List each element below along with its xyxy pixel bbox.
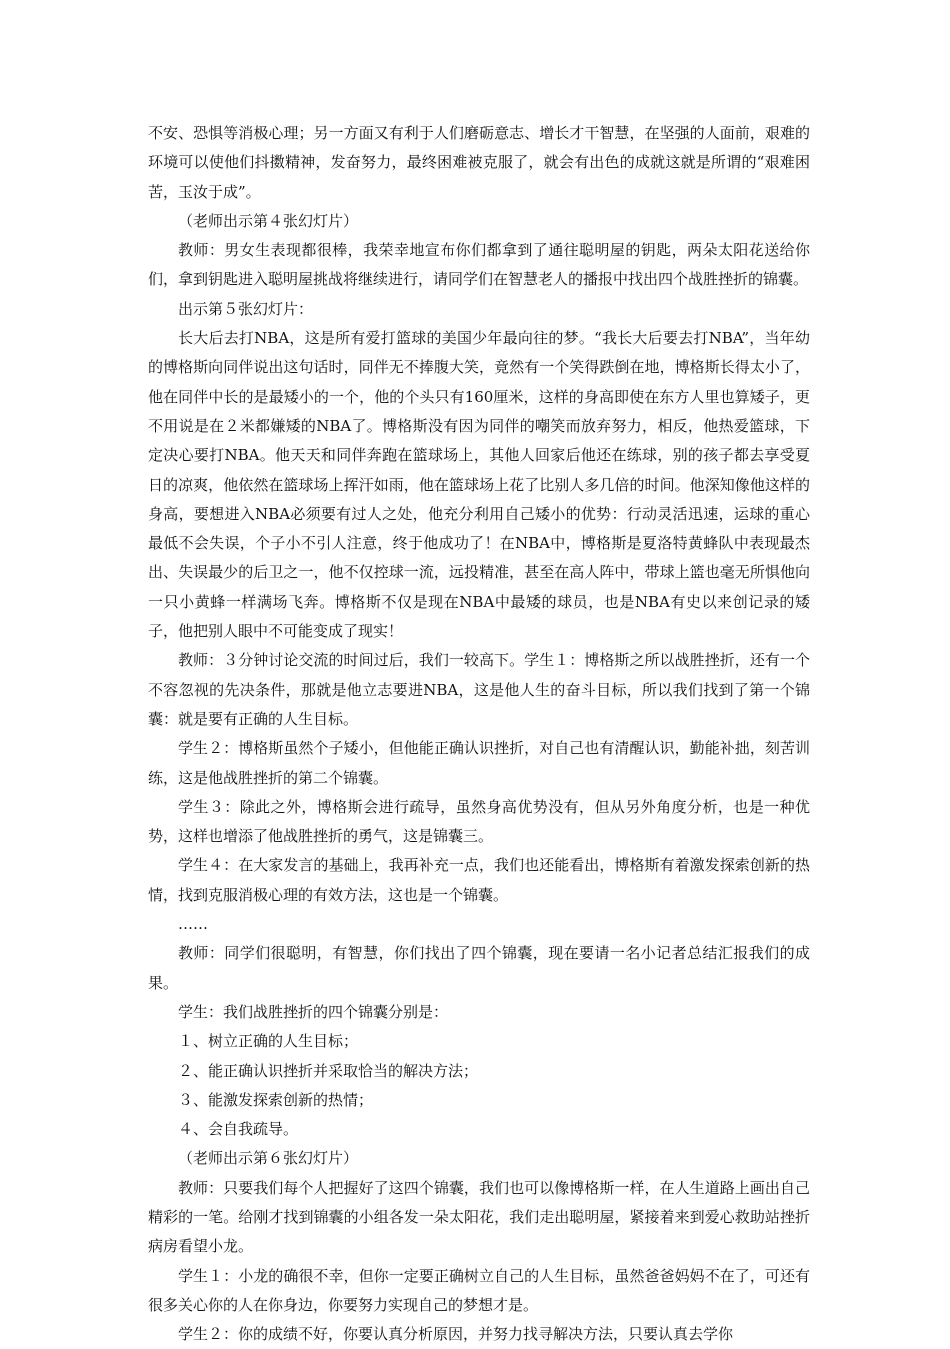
paragraph: 学生２：你的成绩不好，你要认真分析原因，并努力找寻解决方法，只要认真去学你 — [178, 1325, 734, 1344]
paragraph: 教师：３分钟讨论交流的时间过后，我们一较高下。学生１：博格斯之所以战胜挫折，还有一个不容忽视的先决条件，那就是他立志要进NBA，这是他人生的奋斗目标，所以我们找到了第一个锦囊：就是要有正确的人生目标。 — [148, 651, 810, 728]
paragraph: （老师出示第６张幻灯片） — [178, 1149, 359, 1168]
paragraph: 教师：只要我们每个人把握好了这四个锦囊，我们也可以像博格斯一样，在人生道路上画出自己精彩的一笔。给刚才找到锦囊的小组各发一朵太阳花，我们走出聪明屋，紧接着来到爱心救助站挫折病房看望小龙。 — [148, 1178, 810, 1256]
list-item: ２、能正确认识挫折并采取恰当的解决方法； — [178, 1061, 479, 1080]
list-item: ３、能激发探索创新的热情； — [178, 1090, 374, 1109]
paragraph: 学生１：小龙的确很不幸，但你一定要正确树立自己的人生目标，虽然爸爸妈妈不在了，可还有很多关心你的人在你身边，你要努力实现自己的梦想才是。 — [148, 1266, 810, 1314]
paragraph: 学生：我们战胜挫折的四个锦囊分别是： — [178, 1002, 449, 1021]
ellipsis-line: …… — [178, 915, 208, 934]
paragraph: 教师：男女生表现都很棒，我荣幸地宣布你们都拿到了通往聪明屋的钥匙，两朵太阳花送给你们，拿到钥匙进入聪明屋挑战将继续进行，请同学们在智慧老人的播报中找出四个战胜挫折的锦囊。 — [148, 241, 810, 289]
paragraph: 学生３：除此之外，博格斯会进行疏导，虽然身高优势没有，但从另外角度分析，也是一种优势，这样也增添了他战胜挫折的勇气，这是锦囊三。 — [148, 797, 810, 846]
paragraph: 出示第５张幻灯片： — [178, 299, 314, 318]
paragraph: 长大后去打NBA，这是所有爱打篮球的美国少年最向往的梦。“我长大后要去打NBA”，当年幼的博格斯向同伴说出这句话时，同伴无不捧腹大笑，竟然有一个笑得跌倒在地，博格斯长得太小了，他在同伴中长的是最矮小的一个，他的个头只有160厘米，这样的身高即使在东方人里也算矮子，更不用说是在２米都嫌矮的NBA了。博格斯没有因为同伴的嘲笑而放弃努力，相反，他热爱篮球，下定决心要打NBA。他天天和同伴奔跑在篮球场上，其他人回家后他还在练球，别的孩子都去享受夏日的凉爽，他依然在篮球场上挥汗如雨，他在篮球场上花了比别人多几倍的时间。他深知像他这样的身高，要想进入NBA必须要有过人之处，他充分利用自己矮小的优势：行动灵活迅速，运球的重心最低不会失误，个子小不引人注意，终于他成功了！在NBA中，博格斯是夏洛特黄蜂队中表现最杰出、失误最少的后卫之一，他不仅控球一流，远投精准，甚至在高人阵中，带球上篮也毫无所惧他向一只小黄蜂一样满场飞奔。博格斯不仅是现在NBA中最矮的球员，也是NBA有史以来创记录的矮子，他把别人眼中不可能变成了现实！ — [148, 329, 810, 641]
paragraph: 学生４：在大家发言的基础上，我再补充一点，我们也还能看出，博格斯有着激发探索创新的热情，找到克服消极心理的有效方法，这也是一个锦囊。 — [148, 856, 810, 904]
document-body — [148, 119, 810, 1349]
paragraph: 教师：同学们很聪明，有智慧，你们找出了四个锦囊，现在要请一名小记者总结汇报我们的成果。 — [148, 944, 810, 992]
paragraph: 学生２：博格斯虽然个子矮小，但他能正确认识挫折，对自己也有清醒认识，勤能补拙，刻苦训练，这是他战胜挫折的第二个锦囊。 — [148, 739, 810, 787]
paragraph: 不安、恐惧等消极心理；另一方面又有利于人们磨砺意志、增长才干智慧，在坚强的人面前，艰难的环境可以使他们抖擞精神，发奋努力，最终困难被克服了，就会有出色的成就这就是所谓的“艰难困苦，玉汝于成”。 — [148, 124, 810, 201]
paragraph: （老师出示第４张幻灯片） — [178, 211, 359, 230]
list-item: １、树立正确的人生目标； — [178, 1032, 359, 1051]
list-item: ４、会自我疏导。 — [178, 1120, 299, 1139]
